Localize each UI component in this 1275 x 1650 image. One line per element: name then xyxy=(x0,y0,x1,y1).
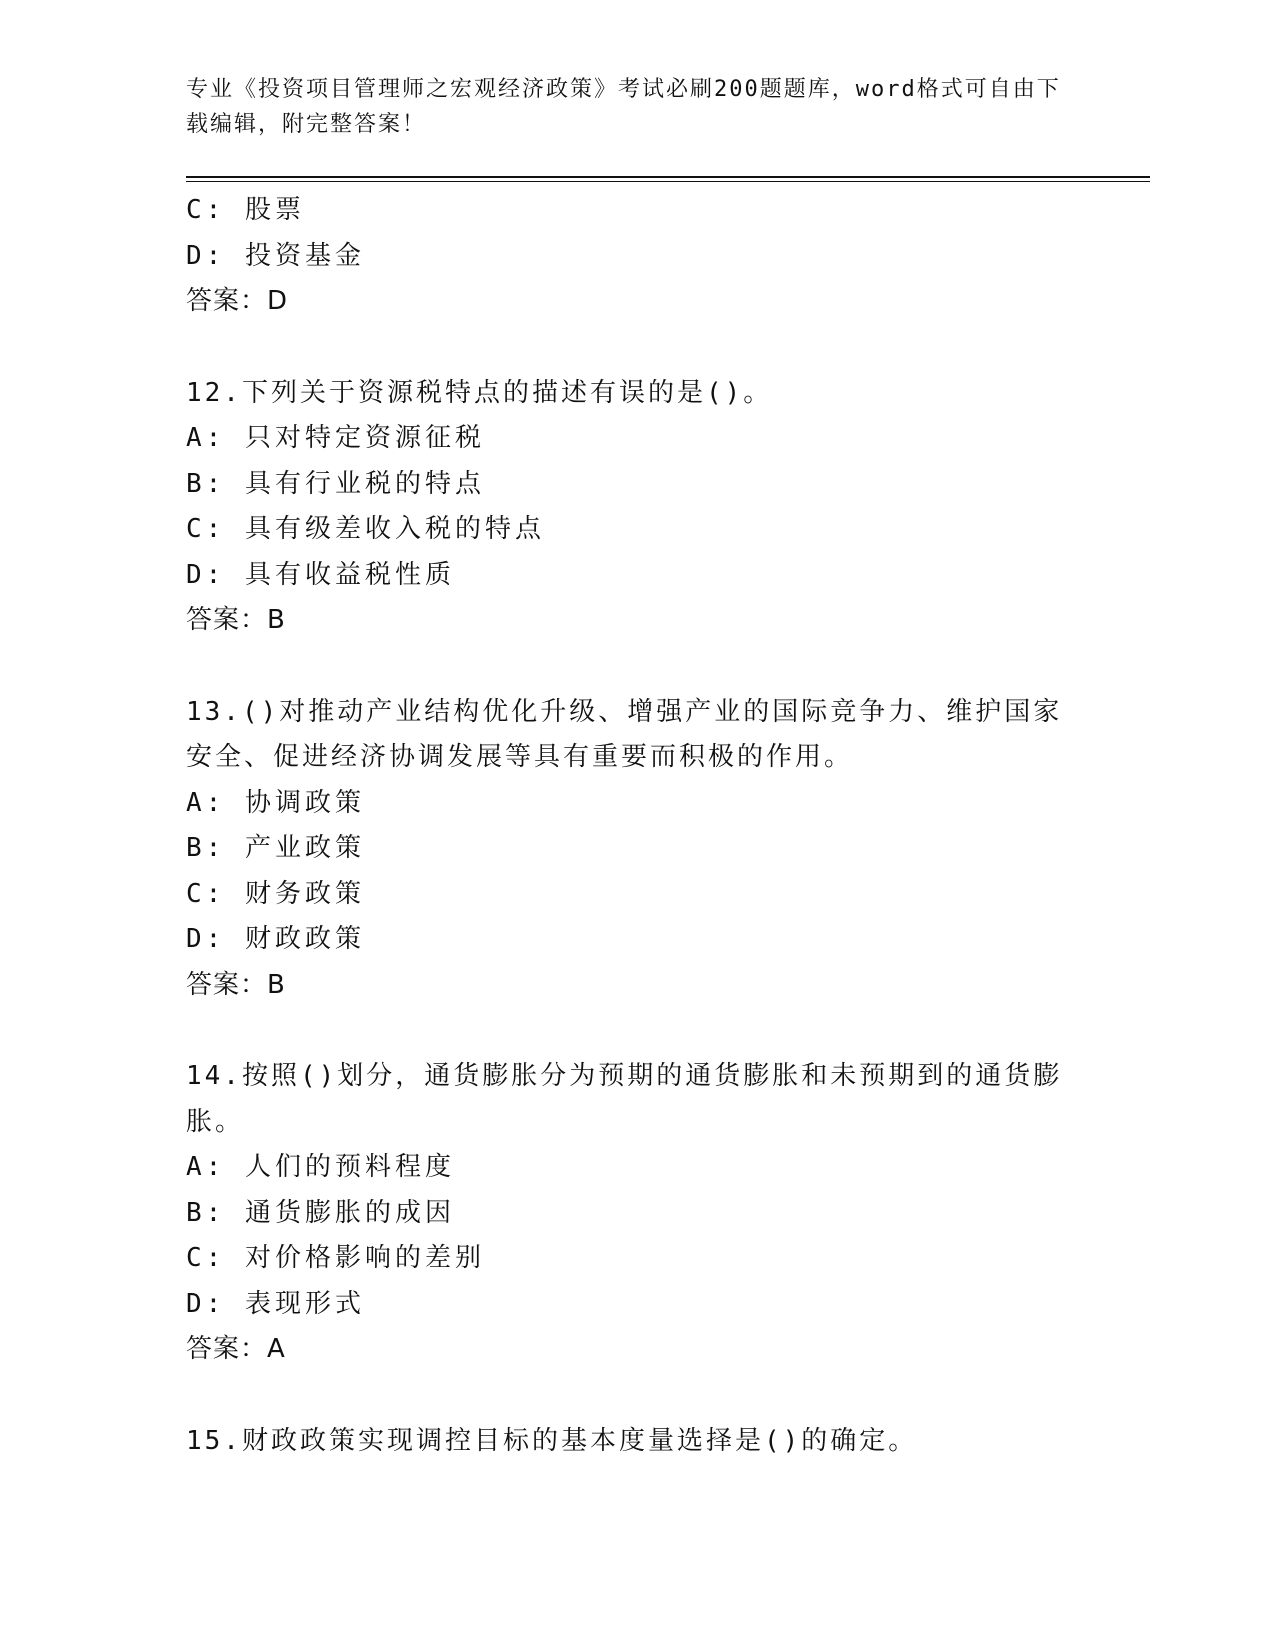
answer: 答案：B xyxy=(186,605,286,635)
question-stem: 12.下列关于资源税特点的描述有误的是()。 xyxy=(186,377,773,408)
option-d: D: 财政政策 xyxy=(186,924,365,954)
header-rule-thick xyxy=(186,176,1150,178)
option-c: C: 股票 xyxy=(186,195,305,225)
option-a: A: 协调政策 xyxy=(186,787,365,818)
option-d: D: 表现形式 xyxy=(186,1288,365,1319)
option-b: B: 通货膨胀的成因 xyxy=(186,1197,455,1228)
option-a: A: 人们的预料程度 xyxy=(186,1152,455,1182)
question-stem: 15.财政政策实现调控目标的基本度量选择是()的确定。 xyxy=(186,1425,918,1456)
question-stem: 14.按照()划分，通货膨胀分为预期的通货膨胀和未预期到的通货膨胀。 xyxy=(186,1061,1063,1137)
question-11-tail xyxy=(186,188,1076,325)
answer: 答案：D xyxy=(186,286,289,316)
option-b: B: 具有行业税的特点 xyxy=(186,468,485,499)
answer: 答案：B xyxy=(186,969,286,1000)
option-b: B: 产业政策 xyxy=(186,833,365,863)
question-12 xyxy=(186,371,1076,644)
option-d: D: 具有收益税性质 xyxy=(186,559,455,590)
question-15 xyxy=(186,1419,1076,1465)
option-d: D: 投资基金 xyxy=(186,240,365,271)
answer: 答案：A xyxy=(186,1334,286,1364)
question-list xyxy=(186,188,1076,1464)
question-14 xyxy=(186,1054,1076,1373)
option-c: C: 财务政策 xyxy=(186,878,365,909)
option-c: C: 具有级差收入税的特点 xyxy=(186,514,545,544)
header-rule-thin xyxy=(186,181,1150,182)
option-a: A: 只对特定资源征税 xyxy=(186,423,485,453)
option-c: C: 对价格影响的差别 xyxy=(186,1243,485,1273)
document-intro: 专业《投资项目管理师之宏观经济政策》考试必刷200题题库，word格式可自由下载编辑，附完整答案！ xyxy=(186,77,1061,137)
question-stem: 13.()对推动产业结构优化升级、增强产业的国际竞争力、维护国家安全、促进经济协调发展等具有重要而积极的作用。 xyxy=(186,696,1063,772)
question-13 xyxy=(186,690,1076,1009)
